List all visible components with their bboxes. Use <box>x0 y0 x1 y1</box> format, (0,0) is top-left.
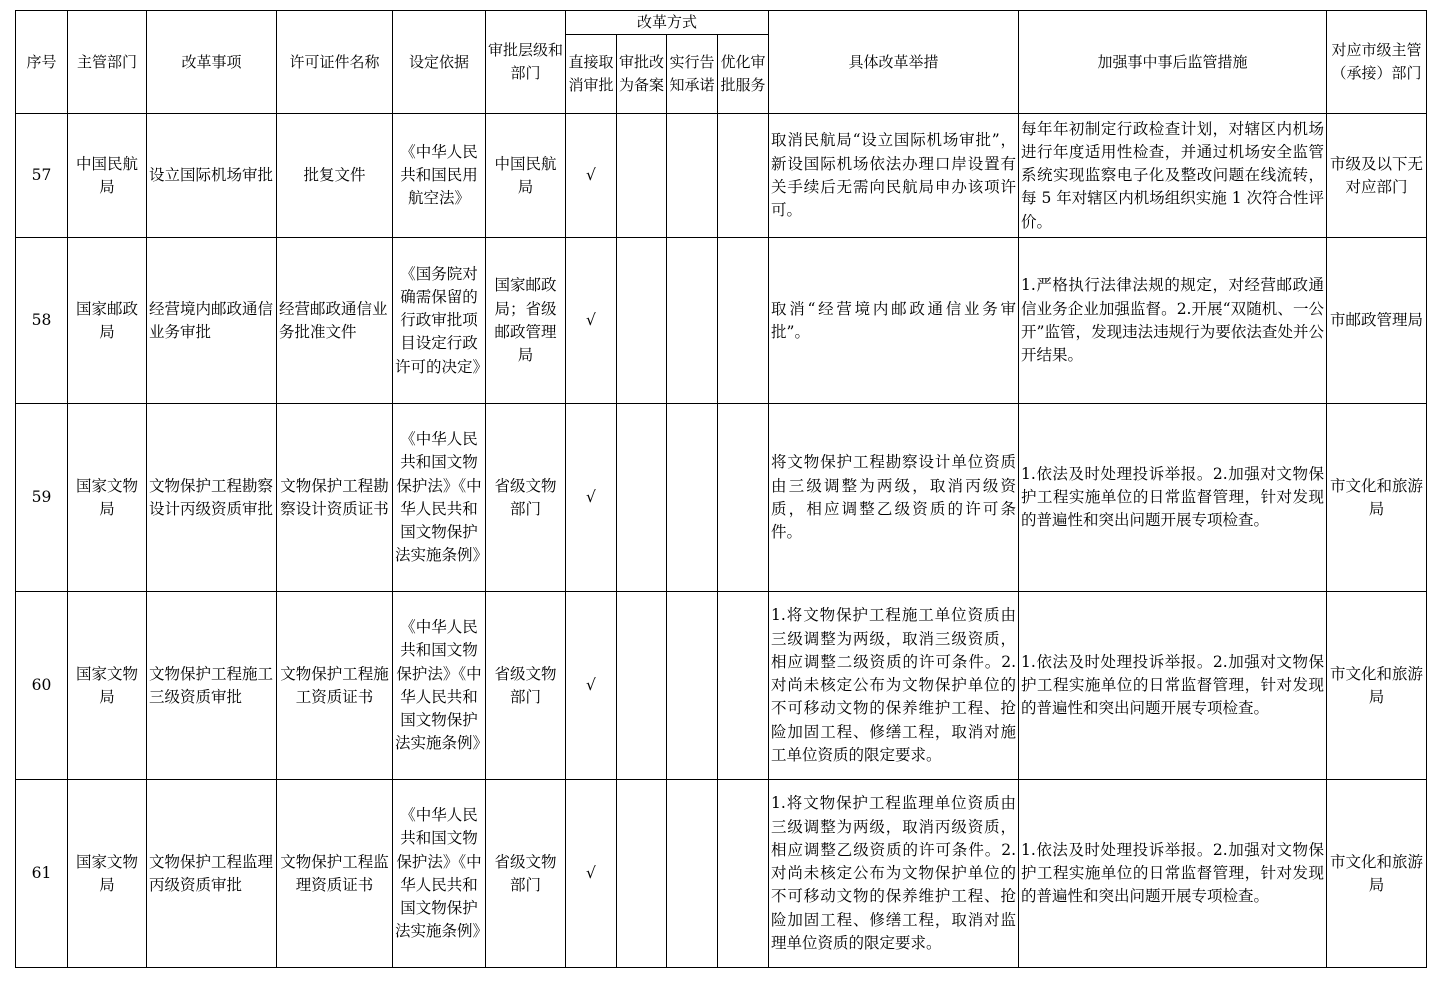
cell-seq: 60 <box>16 592 68 780</box>
cell-measures: 取消“经营境内邮政通信业务审批”。 <box>769 238 1019 404</box>
cell-item: 设立国际机场审批 <box>147 114 277 238</box>
cell-item: 经营境内邮政通信业务审批 <box>147 238 277 404</box>
cell-license: 文物保护工程监理资质证书 <box>277 780 393 968</box>
cell-mode-filing <box>617 592 667 780</box>
cell-mode-cancel: √ <box>566 238 617 404</box>
cell-city-dept: 市文化和旅游局 <box>1327 404 1427 592</box>
cell-dept: 中国民航局 <box>68 114 147 238</box>
cell-mode-commit <box>667 592 718 780</box>
cell-mode-optimize <box>718 592 769 780</box>
header-license: 许可证件名称 <box>277 11 393 114</box>
header-level: 审批层级和部门 <box>486 11 566 114</box>
cell-measures: 1.将文物保护工程施工单位资质由三级调整为两级，取消三级资质，相应调整二级资质的许可条件。2.对尚未核定公布为文物保护单位的不可移动文物的保养维护工程、抢险加固工程、修缮工程，取消对施工单位资质的限定要求。 <box>769 592 1019 780</box>
cell-city-dept: 市文化和旅游局 <box>1327 592 1427 780</box>
cell-supervision: 1.依法及时处理投诉举报。2.加强对文物保护工程实施单位的日常监督管理，针对发现的普遍性和突出问题开展专项检查。 <box>1019 780 1327 968</box>
cell-mode-optimize <box>718 114 769 238</box>
cell-measures: 将文物保护工程勘察设计单位资质由三级调整为两级，取消丙级资质，相应调整乙级资质的许可条件。 <box>769 404 1019 592</box>
reform-table <box>15 10 1427 968</box>
cell-mode-cancel: √ <box>566 114 617 238</box>
cell-mode-filing <box>617 114 667 238</box>
cell-item: 文物保护工程监理丙级资质审批 <box>147 780 277 968</box>
cell-level: 国家邮政局；省级邮政管理局 <box>486 238 566 404</box>
header-modes-group: 改革方式 <box>566 11 769 35</box>
cell-city-dept: 市文化和旅游局 <box>1327 780 1427 968</box>
header-item: 改革事项 <box>147 11 277 114</box>
cell-basis: 《中华人民共和国文物保护法》《中华人民共和国文物保护法实施条例》 <box>393 780 486 968</box>
cell-measures: 取消民航局“设立国际机场审批”，新设国际机场依法办理口岸设置有关手续后无需向民航局申办该项许可。 <box>769 114 1019 238</box>
cell-dept: 国家邮政局 <box>68 238 147 404</box>
cell-level: 省级文物部门 <box>486 592 566 780</box>
cell-mode-optimize <box>718 238 769 404</box>
cell-mode-commit <box>667 780 718 968</box>
cell-license: 经营邮政通信业务批准文件 <box>277 238 393 404</box>
cell-basis: 《中华人民共和国文物保护法》《中华人民共和国文物保护法实施条例》 <box>393 592 486 780</box>
cell-basis: 《国务院对确需保留的行政审批项目设定行政许可的决定》 <box>393 238 486 404</box>
cell-city-dept: 市级及以下无对应部门 <box>1327 114 1427 238</box>
cell-mode-commit <box>667 238 718 404</box>
header-measures: 具体改革举措 <box>769 11 1019 114</box>
table-row <box>16 238 1427 404</box>
cell-mode-filing <box>617 238 667 404</box>
header-dept: 主管部门 <box>68 11 147 114</box>
cell-level: 中国民航局 <box>486 114 566 238</box>
cell-license: 文物保护工程施工资质证书 <box>277 592 393 780</box>
cell-level: 省级文物部门 <box>486 404 566 592</box>
table-row <box>16 404 1427 592</box>
cell-mode-filing <box>617 780 667 968</box>
cell-supervision: 每年年初制定行政检查计划，对辖区内机场进行年度适用性检查，并通过机场安全监管系统实现监察电子化及整改问题在线流转，每 5 年对辖区内机场组织实施 1 次符合性评价。 <box>1019 114 1327 238</box>
cell-mode-cancel: √ <box>566 404 617 592</box>
cell-seq: 59 <box>16 404 68 592</box>
cell-seq: 57 <box>16 114 68 238</box>
header-mode-filing: 审批改为备案 <box>617 35 667 114</box>
cell-supervision: 1.依法及时处理投诉举报。2.加强对文物保护工程实施单位的日常监督管理，针对发现的普遍性和突出问题开展专项检查。 <box>1019 592 1327 780</box>
header-basis: 设定依据 <box>393 11 486 114</box>
header-mode-optimize: 优化审批服务 <box>718 35 769 114</box>
cell-seq: 61 <box>16 780 68 968</box>
header-city-dept: 对应市级主管（承接）部门 <box>1327 11 1427 114</box>
cell-basis: 《中华人民共和国文物保护法》《中华人民共和国文物保护法实施条例》 <box>393 404 486 592</box>
cell-supervision: 1.严格执行法律法规的规定，对经营邮政通信业务企业加强监督。2.开展“双随机、一公开”监管，发现违法违规行为要依法查处并公开结果。 <box>1019 238 1327 404</box>
cell-city-dept: 市邮政管理局 <box>1327 238 1427 404</box>
header-mode-commit: 实行告知承诺 <box>667 35 718 114</box>
header-mode-cancel: 直接取消审批 <box>566 35 617 114</box>
cell-measures: 1.将文物保护工程监理单位资质由三级调整为两级，取消丙级资质，相应调整乙级资质的许可条件。2.对尚未核定公布为文物保护单位的不可移动文物的保养维护工程、抢险加固工程、修缮工程，取消对监理单位资质的限定要求。 <box>769 780 1019 968</box>
cell-item: 文物保护工程施工三级资质审批 <box>147 592 277 780</box>
cell-supervision: 1.依法及时处理投诉举报。2.加强对文物保护工程实施单位的日常监督管理，针对发现的普遍性和突出问题开展专项检查。 <box>1019 404 1327 592</box>
cell-seq: 58 <box>16 238 68 404</box>
cell-basis: 《中华人民共和国民用航空法》 <box>393 114 486 238</box>
table-row <box>16 780 1427 968</box>
cell-level: 省级文物部门 <box>486 780 566 968</box>
header-seq: 序号 <box>16 11 68 114</box>
cell-dept: 国家文物局 <box>68 780 147 968</box>
cell-dept: 国家文物局 <box>68 592 147 780</box>
cell-mode-cancel: √ <box>566 780 617 968</box>
cell-mode-cancel: √ <box>566 592 617 780</box>
cell-dept: 国家文物局 <box>68 404 147 592</box>
cell-license: 文物保护工程勘察设计资质证书 <box>277 404 393 592</box>
cell-mode-commit <box>667 114 718 238</box>
cell-mode-filing <box>617 404 667 592</box>
table-row <box>16 592 1427 780</box>
table-row <box>16 114 1427 238</box>
cell-mode-commit <box>667 404 718 592</box>
cell-mode-optimize <box>718 404 769 592</box>
header-supervision: 加强事中事后监管措施 <box>1019 11 1327 114</box>
cell-mode-optimize <box>718 780 769 968</box>
cell-item: 文物保护工程勘察设计丙级资质审批 <box>147 404 277 592</box>
cell-license: 批复文件 <box>277 114 393 238</box>
